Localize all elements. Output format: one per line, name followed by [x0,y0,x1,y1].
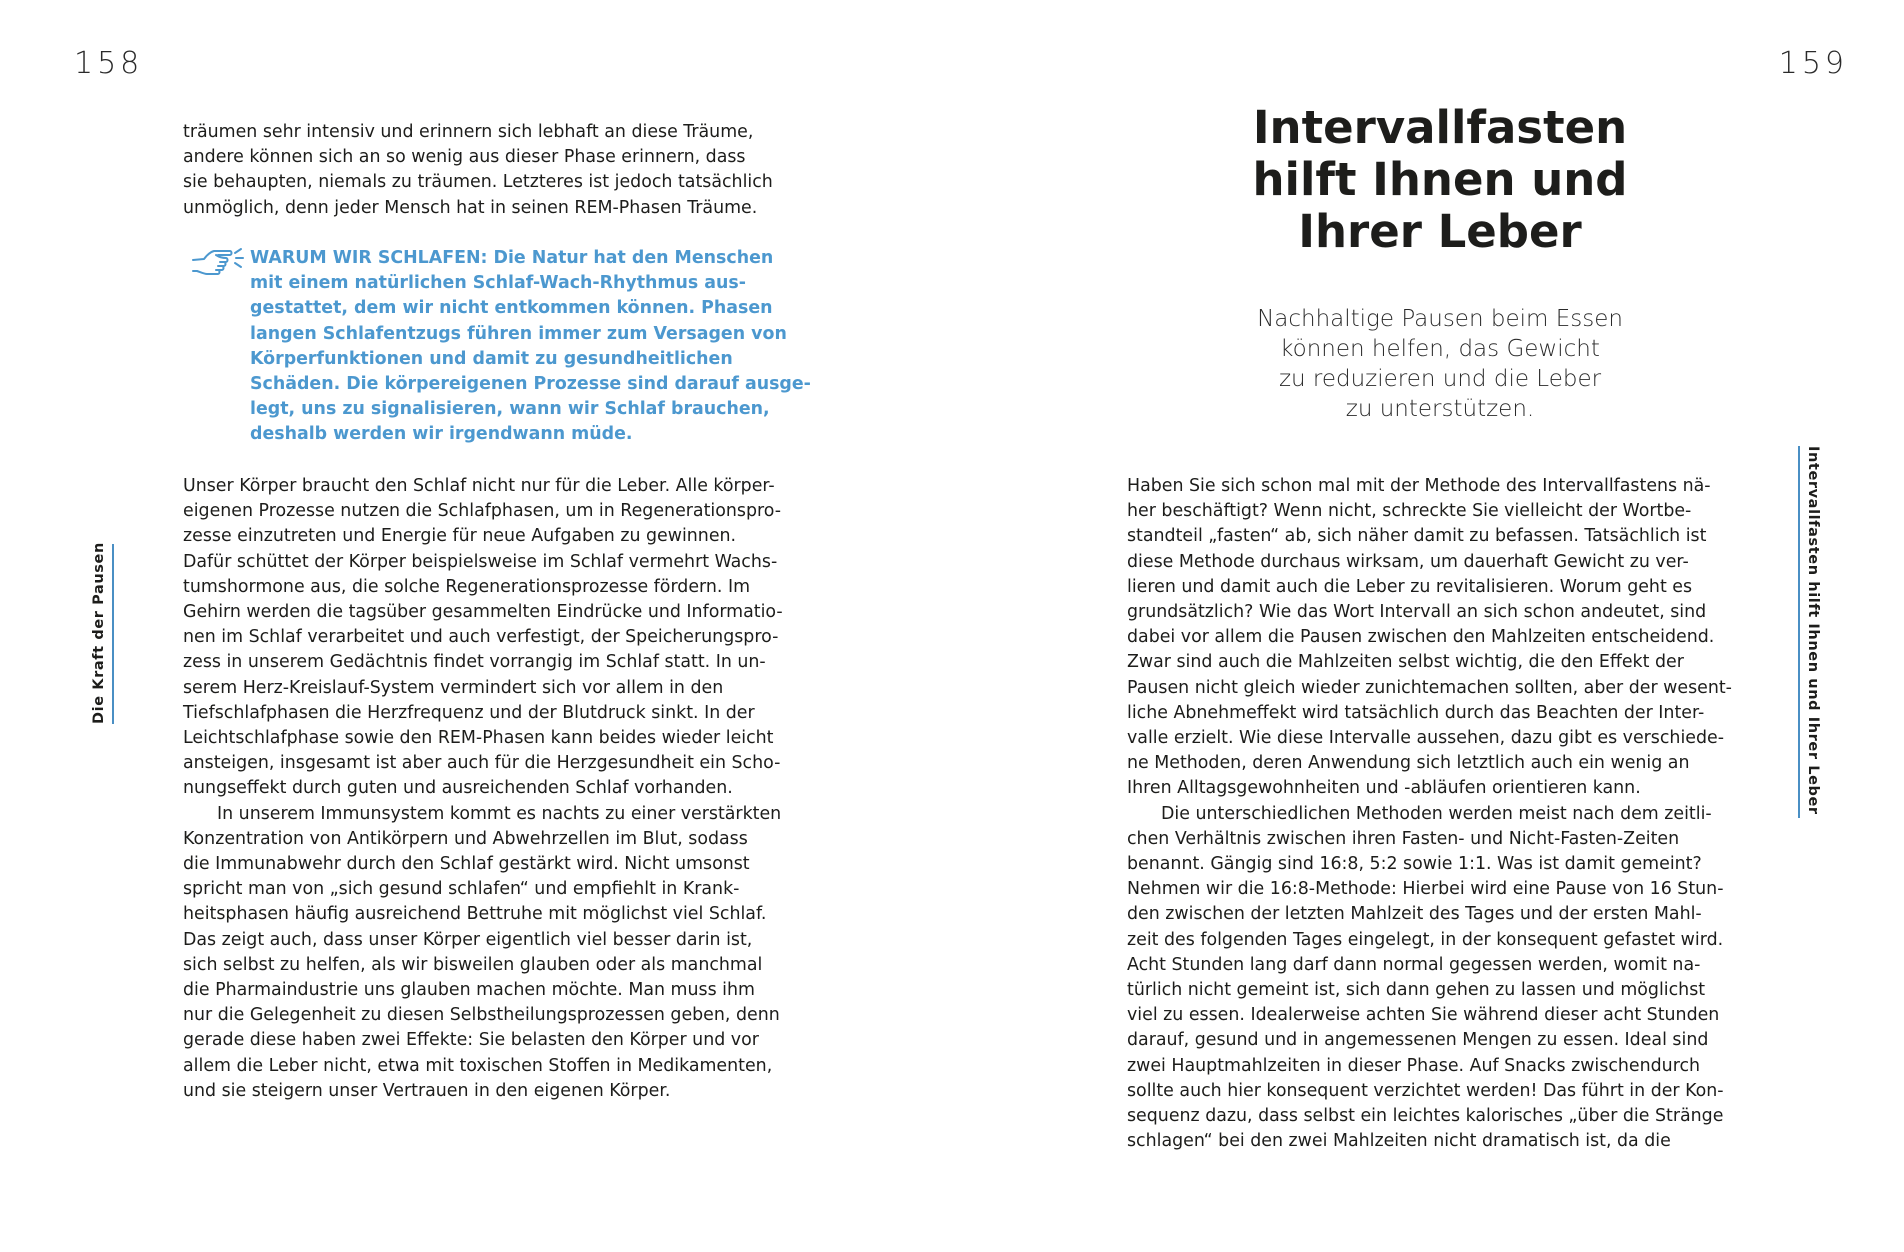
text-line: ne Methoden, deren Anwendung sich letztlich auch ein wenig an [1127,753,1690,774]
text-line: nen im Schlaf verarbeitet und auch verfestigt, der Speicherungspro- [183,627,779,648]
title-line: hilft Ihnen und [1252,153,1628,206]
text-line: zess in unserem Gedächtnis findet vorrangig im Schlaf statt. In un- [183,652,766,673]
chapter-subtitle [1140,304,1740,424]
text-line: Gehirn werden die tagsüber gesammelten Eindrücke und Informatio- [183,602,783,623]
tip-line: deshalb werden wir irgendwann müde. [250,424,633,445]
tip-line: gestattet, dem wir nicht entkommen können. Phasen [250,298,773,319]
text-line: Zwar sind auch die Mahlzeiten selbst wichtig, die den Effekt der [1127,652,1684,673]
text-line: den zwischen der letzten Mahlzeit des Tages und der ersten Mahl- [1127,904,1702,925]
text-line: zesse einzutreten und Energie für neue Aufgaben zu gewinnen. [183,526,737,547]
text-line: zwei Hauptmahlzeiten in dieser Phase. Auf Snacks zwischendurch [1127,1055,1701,1076]
text-line: sie behaupten, niemals zu träumen. Letzteres ist jedoch tatsächlich [183,172,773,193]
running-head-right: Intervallfasten hilft Ihnen und Ihrer Leber [1798,446,1822,818]
text-line: Das zeigt auch, dass unser Körper eigentlich viel besser darin ist, [183,929,753,950]
text-line: sequenz dazu, dass selbst ein leichtes kalorisches „über die Stränge [1127,1106,1724,1127]
title-line: Ihrer Leber [1298,205,1582,258]
text-line: Haben Sie sich schon mal mit der Methode des Intervallfastens nä- [1127,476,1711,496]
text-line: träumen sehr intensiv und erinnern sich lebhaft an diese Träume, [183,122,754,142]
text-line: benannt. Gängig sind 16:8, 5:2 sowie 1:1. Was ist damit gemeint? [1127,854,1702,875]
text-line: In unserem Immunsystem kommt es nachts zu einer verstärkten [217,803,782,824]
text-line: Pausen nicht gleich wieder zunichtemachen sollten, aber der wesent- [1127,677,1732,698]
text-line: andere können sich an so wenig aus dieser Phase erinnern, dass [183,147,746,168]
text-line: her beschäftigt? Wenn nicht, schreckte Sie vielleicht der Wortbe- [1127,501,1692,522]
text-line: Unser Körper braucht den Schlaf nicht nur für die Leber. Alle körper- [183,476,775,496]
tip-line: legt, uns zu signalisieren, wann wir Schlaf brauchen, [250,399,770,420]
text-line: liche Abnehmeffekt wird tatsächlich durch das Beachten der Inter- [1127,702,1705,723]
text-line: dabei vor allem die Pausen zwischen den Mahlzeiten entscheidend. [1127,627,1715,648]
subtitle-line: Nachhaltige Pausen beim Essen [1257,306,1623,332]
title-line: Intervallfasten [1252,101,1628,154]
page-number-right: 159 [1778,46,1848,81]
chapter-title [1140,102,1740,258]
text-line: chen Verhältnis zwischen ihren Fasten- und Nicht-Fasten-Zeiten [1127,828,1680,849]
tip-line: WARUM WIR SCHLAFEN: Die Natur hat den Menschen [250,248,774,268]
text-line: tumshormone aus, die solche Regenerationsprozesse fördern. Im [183,576,751,597]
pointing-hand-icon [190,246,246,282]
left-intro-text [183,120,803,221]
subtitle-line: zu unterstützen. [1345,396,1535,422]
paragraph [1127,474,1767,802]
text-line: die Immunabwehr durch den Schlaf gestärkt wird. Nicht umsonst [183,854,750,875]
text-line: sich selbst zu helfen, als wir bisweilen glauben oder als manchmal [183,954,763,975]
text-line: Die unterschiedlichen Methoden werden meist nach dem zeitli- [1161,803,1712,824]
text-line: die Pharmaindustrie uns glauben machen möchte. Man muss ihm [183,980,755,1001]
text-line: Dafür schüttet der Körper beispielsweise im Schlaf vermehrt Wachs- [183,551,778,572]
text-line: spricht man von „sich gesund schlafen“ und empfiehlt in Krank- [183,879,740,900]
text-line: Konzentration von Antikörpern und Abwehrzellen im Blut, sodass [183,828,748,849]
text-line: Ihren Alltagsgewohnheiten und -abläufen orientieren kann. [1127,778,1641,799]
text-line: Acht Stunden lang darf dann normal gegessen werden, womit na- [1127,954,1701,975]
text-line: serem Herz-Kreislauf-System vermindert sich vor allem in den [183,677,724,698]
text-line: nur die Gelegenheit zu diesen Selbstheilungsprozessen geben, denn [183,1005,780,1026]
text-line: nungseffekt durch guten und ausreichenden Schlaf vorhanden. [183,778,733,799]
tip-line: Schäden. Die körpereigenen Prozesse sind darauf ausge- [250,374,811,395]
paragraph [183,802,803,1104]
tip-line: langen Schlafentzugs führen immer zum Versagen von [250,323,787,344]
text-line: Tiefschlafphasen die Herzfrequenz und der Blutdruck sinkt. In der [183,702,755,723]
text-line: Leichtschlafphase sowie den REM-Phasen kann beides wieder leicht [183,728,774,749]
tip-line: mit einem natürlichen Schlaf-Wach-Rhythmus aus- [250,273,746,294]
text-line: grundsätzlich? Wie das Wort Intervall an sich schon andeutet, sind [1127,602,1707,623]
text-line: lieren und damit auch die Leber zu revitalisieren. Worum geht es [1127,576,1693,597]
text-line: standteil „fasten“ ab, sich näher damit zu befassen. Tatsächlich ist [1127,526,1707,547]
text-line: heitsphasen häufig ausreichend Bettruhe mit möglichst viel Schlaf. [183,904,767,925]
paragraph [183,474,803,802]
right-body-text [1127,474,1767,1154]
text-line: schlagen“ bei den zwei Mahlzeiten nicht dramatisch ist, da die [1127,1131,1671,1152]
text-line: diese Methode durchaus wirksam, um dauerhaft Gewicht zu ver- [1127,551,1689,572]
text-line: gerade diese haben zwei Effekte: Sie belasten den Körper und vor [183,1030,759,1051]
text-line: ansteigen, insgesamt ist aber auch für die Herzgesundheit ein Scho- [183,753,781,774]
text-line: valle erzielt. Wie diese Intervalle aussehen, dazu gibt es verschiede- [1127,728,1724,749]
text-line: zeit des folgenden Tages eingelegt, in der konsequent gefastet wird. [1127,929,1724,950]
page-number-left: 158 [74,46,144,81]
text-line: unmöglich, denn jeder Mensch hat in seinen REM-Phasen Träume. [183,197,758,218]
text-line: Nehmen wir die 16:8-Methode: Hierbei wird eine Pause von 16 Stun- [1127,879,1724,900]
tip-line: Körperfunktionen und damit zu gesundheitlichen [250,348,733,369]
text-line: viel zu essen. Idealerweise achten Sie während dieser acht Stunden [1127,1005,1720,1026]
tip-text [250,246,811,448]
text-line: türlich nicht gemeint ist, sich dann gehen zu lassen und möglichst [1127,980,1706,1001]
running-head-left: Die Kraft der Pausen [90,544,114,724]
text-line: allem die Leber nicht, etwa mit toxischen Stoffen in Medikamenten, [183,1055,773,1076]
paragraph [1127,802,1767,1155]
text-line: und sie steigern unser Vertrauen in den eigenen Körper. [183,1080,671,1101]
subtitle-line: zu reduzieren und die Leber [1278,366,1602,392]
subtitle-line: können helfen, das Gewicht [1280,336,1600,362]
left-body-text [183,474,803,1104]
text-line: darauf, gesund und in angemessenen Mengen zu essen. Ideal sind [1127,1030,1709,1051]
text-line: sollte auch hier konsequent verzichtet werden! Das führt in der Kon- [1127,1080,1724,1101]
text-line: eigenen Prozesse nutzen die Schlafphasen, um in Regenerationspro- [183,501,781,522]
